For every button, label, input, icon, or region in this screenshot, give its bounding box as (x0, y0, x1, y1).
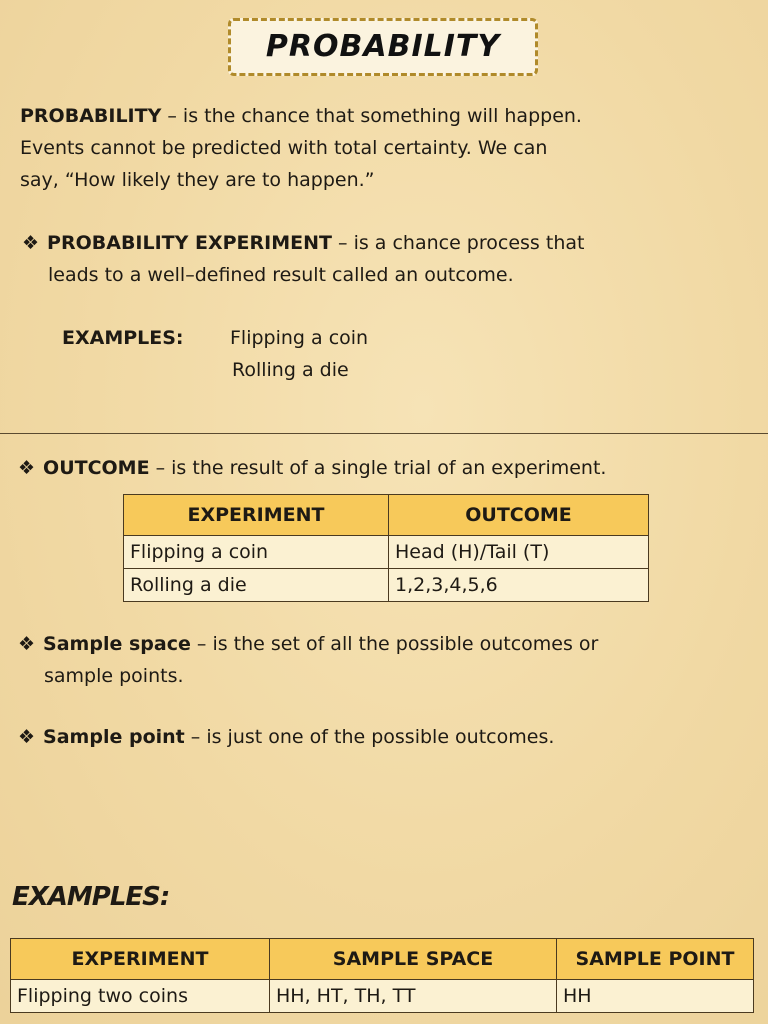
table-cell: Rolling a die (124, 569, 389, 602)
diamond-bullet-icon: ❖ (18, 726, 36, 748)
intro-term: PROBABILITY (20, 105, 162, 127)
table-cell: Flipping two coins (11, 980, 270, 1013)
page-title: PROBABILITY (265, 29, 501, 64)
intro-line-1 (20, 100, 748, 132)
experiment-text-2: leads to a well–defined result called an outcome. (48, 264, 514, 286)
intro-paragraph (20, 100, 748, 196)
column-header: EXPERIMENT (124, 495, 389, 536)
table-row (11, 980, 754, 1013)
diamond-bullet-icon: ❖ (18, 457, 36, 479)
sample-space-text-2: sample points. (44, 665, 184, 687)
intro-line-3: say, “How likely they are to happen.” (20, 169, 375, 191)
table-cell: HH (557, 980, 754, 1013)
table-header-row (11, 939, 754, 980)
diamond-bullet-icon: ❖ (18, 633, 36, 655)
column-header: EXPERIMENT (11, 939, 270, 980)
experiment-examples-label: EXAMPLES: (62, 327, 184, 349)
experiment-text-1: – is a chance process that (331, 232, 585, 254)
table-cell: Head (H)/Tail (T) (389, 536, 649, 569)
section-divider (0, 433, 768, 434)
examples-table (10, 938, 754, 1013)
outcome-term: OUTCOME (43, 457, 150, 479)
outcome-table (123, 494, 649, 602)
table-cell: HH, HT, TH, TT (270, 980, 557, 1013)
table-header-row (124, 495, 649, 536)
outcome-text: – is the result of a single trial of an experiment. (149, 457, 607, 479)
column-header: SAMPLE SPACE (270, 939, 557, 980)
diamond-bullet-icon: ❖ (22, 232, 40, 254)
sample-space-definition (18, 628, 758, 660)
experiment-example-2: Rolling a die (232, 359, 349, 381)
experiment-example-1: Flipping a coin (230, 327, 369, 349)
sample-point-term: Sample point (43, 726, 185, 748)
examples-heading: EXAMPLES: (12, 882, 170, 912)
sample-point-text: – is just one of the possible outcomes. (184, 726, 555, 748)
intro-text-1: – is the chance that something will happen. (161, 105, 582, 127)
table-cell: Flipping a coin (124, 536, 389, 569)
sample-point-definition (18, 721, 758, 753)
experiment-term: PROBABILITY EXPERIMENT (47, 232, 332, 254)
sample-space-text-1: – is the set of all the possible outcomes or (190, 633, 599, 655)
sample-space-term: Sample space (43, 633, 191, 655)
experiment-definition (22, 227, 748, 259)
title-box (228, 18, 538, 76)
table-cell: 1,2,3,4,5,6 (389, 569, 649, 602)
intro-line-2: Events cannot be predicted with total certainty. We can (20, 137, 548, 159)
column-header: SAMPLE POINT (557, 939, 754, 980)
table-row (124, 569, 649, 602)
column-header: OUTCOME (389, 495, 649, 536)
outcome-definition (18, 452, 758, 484)
table-row (124, 536, 649, 569)
